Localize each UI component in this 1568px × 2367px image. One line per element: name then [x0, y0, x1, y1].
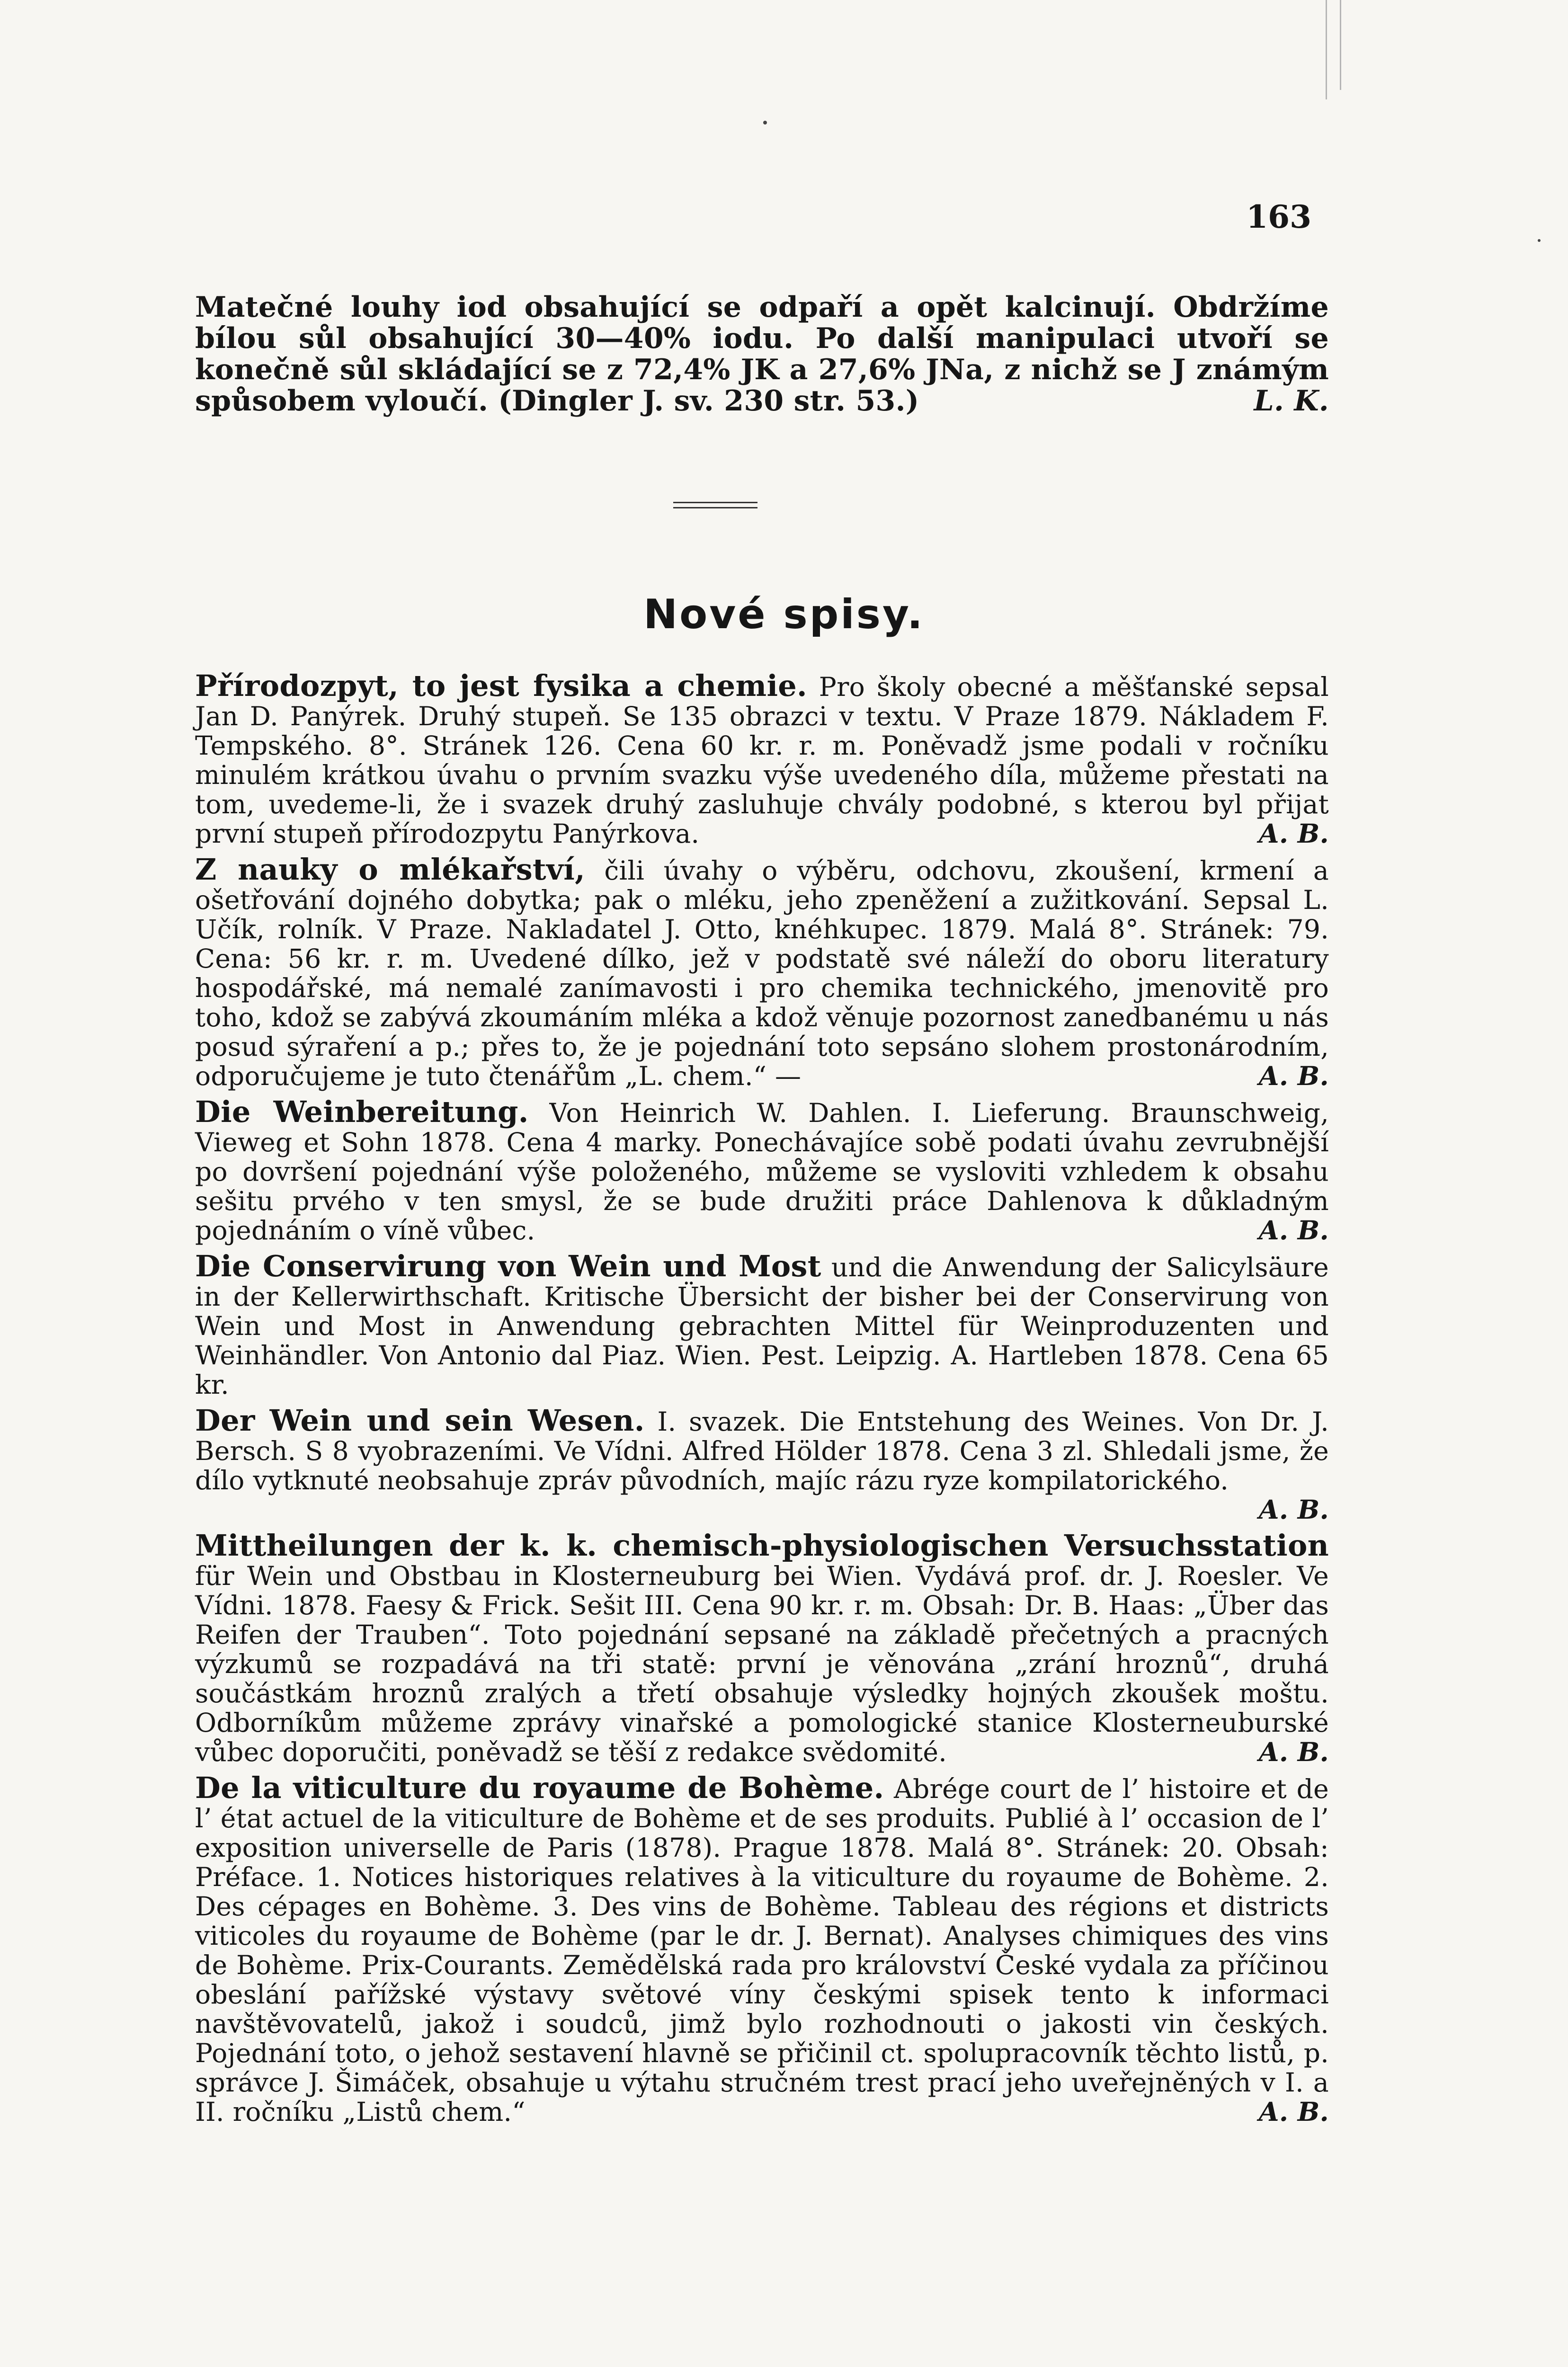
- page-number: 163: [1246, 198, 1311, 235]
- entry-title: Z nauky o mlékařství,: [195, 852, 585, 887]
- review-entry-prirodozpyt: [195, 668, 1329, 849]
- entry-body: Pro školy obecné a měšťanské sepsal Jan D. Panýrek. Druhý stupeň. Se 135 obrazci v textu. V Praze 1879. Nákladem F. Tempského. 8°. Stránek 126. Cena 60 kr. r. m. Poněvadž jsme podali v ročníku minulém krátkou úvahu o prvním svazku výše uvedeného díla, můžeme přestati na tom, uvedeme-li, že i svazek druhý zasluhuje chvály podobné, s kterou byl přijat první stupeň přírodozpytu Panýrkova.: [195, 672, 1329, 849]
- entry-signature: A. B.: [1258, 1215, 1329, 1246]
- entry-title: Přírodozpyt, to jest fysika a chemie.: [195, 668, 807, 703]
- entry-signature: A. B.: [1258, 1736, 1329, 1767]
- review-entry-mittheilungen: [195, 1528, 1329, 1767]
- scan-edge-line: [1340, 0, 1341, 90]
- review-entry-viticulture: [195, 1773, 1329, 2127]
- scan-speck: [1538, 239, 1541, 242]
- section-divider: [673, 507, 757, 508]
- intro-paragraph: [195, 292, 1329, 417]
- entry-body: Von Heinrich W. Dahlen. I. Lieferung. Braunschweig, Vieweg et Sohn 1878. Cena 4 marky. Ponechávajíce sobě podati úvahu zevrubnější po dovršení pojednání výše položeného, můžeme se vysloviti vzhledem k obsahu sešitu prvého v ten smysl, že se bude družiti práce Dahlenova k důkladným pojednáním o víně vůbec.: [195, 1098, 1329, 1246]
- entry-signature: A. B.: [1258, 1494, 1329, 1525]
- entry-body: für Wein und Obstbau in Klosterneuburg bei Wien. Vydává prof. dr. J. Roesler. Ve Vídni. 1878. Faesy & Frick. Sešit III. Cena 90 kr. r. m. Obsah: Dr. B. Haas: „Über das Reifen der Trauben“. Toto pojednání sepsané na základě přečetných a pracných výzkumů se rozpadává na tři statě: první je věnována „zrání hroznů“, druhá součástkám hroznů zralých a třetí obsahuje výsledky hojných zkoušek moštu. Odborníkům můžeme zprávy vinařské a pomologické stanice Klosterneuburské vůbec doporučiti, poněvadž se těší z redakce svědomité.: [195, 1561, 1329, 1767]
- review-entry-weinbereitung: [195, 1097, 1329, 1245]
- entry-body: I. svazek. Die Entstehung des Weines. Von Dr. J. Bersch. S 8 vyobrazeními. Ve Vídni. Alfred Hölder 1878. Cena 3 zl. Shledali jsme, že dílo vytknuté neobsahuje zpráv původních, majíc rázu ryze kompilatorického.: [195, 1406, 1329, 1495]
- entry-body: und die Anwendung der Salicylsäure in der Kellerwirthschaft. Kritische Übersicht der bisher bei der Conservirung von Wein und Most in Anwendung gebrachten Mittel für Weinproduzenten und Weinhändler. Von Antonio dal Piaz. Wien. Pest. Leipzig. A. Hartleben 1878. Cena 65 kr.: [195, 1252, 1329, 1400]
- entry-body: Abrége court de l’ histoire et de l’ état actuel de la viticulture de Bohème et de ses produits. Publié à l’ occasion de l’ exposition universelle de Paris (1878). Prague 1878. Malá 8°. Stránek: 20. Obsah: Préface. 1. Notices historiques relatives à la viticulture du royaume de Bohème. 2. Des cépages en Bohème. 3. Des vins de Bohème. Tableau des régions et districts viticoles du royaume de Bohème (par le dr. J. Bernat). Analyses chimiques des vins de Bohème. Prix-Courants. Zemědělská rada pro království České vydala za příčinou obeslání pařížské výstavy světové víny českými spisek tento k informaci navštěvovatelů, jakož i soudců, jimž bylo rozhodnouti o jakosti vin českých. Pojednání toto, o jehož sestavení hlavně se přičinil ct. spolupracovník těchto listů, p. správce J. Šimáček, obsahuje u výtahu stručném trest prací jeho uveřejněných v I. a II. ročníku „Listů chem.“: [195, 1774, 1329, 2127]
- entry-body: čili úvahy o výběru, odchovu, zkoušení, krmení a ošetřování dojného dobytka; pak o mléku, jeho zpeněžení a zužitkování. Sepsal L. Učík, rolník. V Praze. Nakladatel J. Otto, knéhkupec. 1879. Malá 8°. Stránek: 79. Cena: 56 kr. r. m. Uvedené dílko, jež v podstatě své náleží do oboru literatury hospodářské, má nemalé zanímavosti i pro chemika technického, jmenovitě pro toho, kdož se zabývá zkoumáním mléka a kdož věnuje pozornost zanedbanému u nás posud sýraření a p.; přes to, že je pojednání toto sepsáno slohem prostonárodním, odporučujeme je tuto čtenářům „L. chem.“ —: [195, 855, 1329, 1091]
- entry-list: [195, 668, 1329, 2127]
- section-divider: [673, 502, 757, 503]
- entry-title: Mittheilungen der k. k. chemisch-physiologischen Versuchsstation: [195, 1528, 1329, 1563]
- entry-title: Der Wein und sein Wesen.: [195, 1403, 645, 1438]
- section-heading: Nové spisy.: [643, 591, 925, 638]
- entry-title: Die Weinbereitung.: [195, 1095, 529, 1129]
- intro-text: Matečné louhy iod obsahující se odpaří a opět kalcinují. Obdržíme bílou sůl obsahující 30—40% iodu. Po další manipulaci utvoří se konečně sůl skládající se z 72,4% JK a 27,6% JNa, z nichž se J známým spůsobem vyloučí. (Dingler J. sv. 230 str. 53.): [195, 291, 1329, 418]
- review-entry-mlekarstvi: [195, 852, 1329, 1091]
- entry-signature: A. B.: [1258, 1060, 1329, 1091]
- entry-title: Die Conservirung von Wein und Most: [195, 1249, 821, 1283]
- intro-signature: L. K.: [1254, 384, 1329, 418]
- entry-signature: A. B.: [1258, 818, 1329, 849]
- review-entry-conservirung: [195, 1249, 1329, 1400]
- review-entry-wein-wesen: [195, 1403, 1329, 1525]
- scan-edge-line: [1326, 0, 1327, 99]
- entry-signature: A. B.: [1258, 2096, 1329, 2127]
- entry-title: De la viticulture du royaume de Bohème.: [195, 1771, 884, 1805]
- scan-speck: [763, 121, 767, 125]
